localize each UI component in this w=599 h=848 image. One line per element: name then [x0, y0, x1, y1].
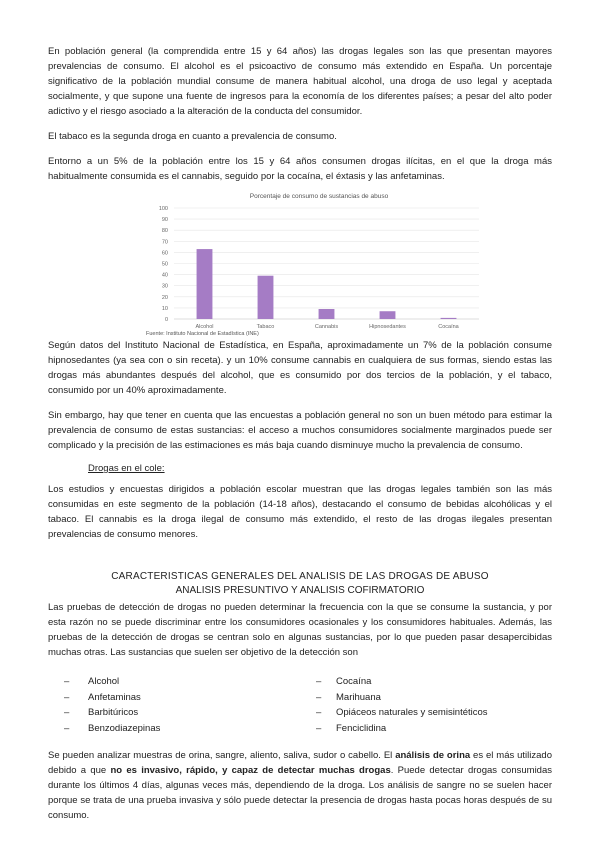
paragraph-illicit-drugs: Entorno a un 5% de la población entre los 15 y 64 años consumen drogas ilícitas, en el que la droga más habitualmente consumida es el cannabis, seguido por la cocaína, el éxtasis y las anfetaminas. — [48, 156, 552, 182]
document-page — [48, 44, 552, 823]
paragraph-detection: Las pruebas de detección de drogas no pueden determinar la frecuencia con la que se consume la sustancia, y por esta razón no se puede discriminar entre los consumidores ocasionales y los consumidores habituales. Además, las pruebas de la detección de drogas se centran solo en algunas sustancias, por lo que pueden pasar desapercibidas muchas otras. Las sustancias que suelen ser objetivo de la detección son — [48, 602, 552, 658]
paragraph-school: Los estudios y encuestas dirigidos a población escolar muestran que las drogas legales también son las más consumidas en este segmento de la población (14-18 años), destacando el consumo de bebidas alcohólicas y el tabaco. El cannabis es la droga ilegal de consumo más extendido, el resto de las drogas ilegales presentan prevalencias de consumo menores. — [48, 484, 552, 540]
list-item: – Opiáceos naturales y semisintéticos — [316, 707, 488, 718]
y-tick-label: 90 — [161, 217, 168, 224]
x-tick-label: Cannabis — [314, 324, 339, 330]
bar-cannabis — [319, 309, 335, 319]
y-tick-label: 100 — [158, 206, 168, 212]
list-item: – Cocaína — [316, 676, 372, 687]
paragraph-ine-data: Según datos del Instituto Nacional de Estadística, en España, aproximadamente un 7% de la población consume hipnosedantes (ya sea con o sin receta). y un 10% consume cannabis en cualquiera de sus formas, siendo estas las drogas más abundantes después del alcohol, que es consumido por dos tercios de la población, y el tabaco, consumido por un 40% aproximadamente. — [48, 340, 552, 396]
section-subtitle: ANALISIS PRESUNTIVO Y ANALISIS COFIRMATORIO — [175, 585, 425, 596]
list-item: – Barbitúricos — [64, 707, 139, 718]
y-tick-label: 30 — [161, 283, 168, 290]
y-tick-label: 40 — [161, 272, 168, 279]
section-title: CARACTERISTICAS GENERALES DEL ANALISIS DE LAS DROGAS DE ABUSO — [111, 571, 489, 582]
bar-cocaína — [441, 318, 457, 319]
bar-alcohol — [197, 249, 213, 319]
y-tick-label: 20 — [161, 294, 168, 301]
x-tick-label: Cocaína — [438, 324, 459, 330]
y-tick-label: 0 — [164, 317, 168, 323]
list-item: – Alcohol — [64, 676, 120, 687]
x-tick-label: Tabaco — [256, 324, 275, 330]
paragraph-tobacco: El tabaco es la segunda droga en cuanto a prevalencia de consumo. — [48, 131, 337, 142]
paragraph-sample-types: Se pueden analizar muestras de orina, sangre, aliento, saliva, sudor o cabello. El análisis de orina es el más utilizado debido a que no es invasivo, rápido, y capaz de detectar muchas drogas. Puede detectar drogas consumidas durante los últimos 4 días, algunas veces más, dependiendo de la droga. Los análisis de sangre no se suelen hacer porque se trata de una prueba invasiva y sólo puede detectar la presencia de drogas hasta pocas horas después de su consumo. — [48, 750, 552, 821]
chart-title: Porcentaje de consumo de sustancias de abuso — [249, 193, 389, 200]
x-tick-label: Hipnosedantes — [369, 324, 406, 330]
bar-hipnosedantes — [380, 311, 396, 319]
list-item: – Anfetaminas — [64, 691, 141, 703]
y-tick-label: 10 — [161, 305, 168, 312]
bold-urine-benefits: no es invasivo, rápido, y capaz de detectar muchas drogas — [110, 765, 391, 776]
y-tick-label: 80 — [161, 228, 168, 235]
list-item: – Fenciclidina — [316, 722, 387, 734]
substance-list — [48, 674, 552, 736]
y-tick-label: 60 — [161, 250, 168, 257]
list-item: – Marihuana — [316, 691, 381, 703]
bar-chart — [144, 188, 484, 338]
x-tick-label: Alcohol — [195, 324, 214, 330]
y-tick-label: 50 — [161, 261, 168, 268]
bold-urine-analysis: análisis de orina — [395, 750, 471, 761]
list-item: – Benzodiazepinas — [64, 722, 161, 734]
paragraph-general-population: En población general (la comprendida entre 15 y 64 años) las drogas legales son las que presentan mayores prevalencias de consumo. El alcohol es el psicoactivo de consumo más extendido en España. Un porcentaje significativo de la población mundial consume de manera habitual alcohol, una droga de uso legal y aceptada socialmente, y que supone una fuente de ingresos para la economía de los diferentes países; a pesar del alto poder adictivo y el riesgo asociado a la alteración de la conducta del consumidor. — [48, 46, 552, 117]
y-tick-label: 70 — [161, 239, 168, 246]
chart-source: Fuente: Instituto Nacional de Estadística (INE) — [146, 331, 259, 337]
consumption-chart — [144, 188, 484, 338]
paragraph-survey-limitations: Sin embargo, hay que tener en cuenta que las encuestas a población general no son un buen método para estimar la prevalencia de consumo de estas sustancias: el acceso a muchos consumidores socialmente marginados puede ser complicado y la precisión de las estimaciones es más baja cuando disminuye mucho la prevalencia de consumo. — [48, 410, 552, 451]
subheading-school: Drogas en el cole: — [88, 463, 165, 474]
bar-tabaco — [258, 276, 274, 319]
